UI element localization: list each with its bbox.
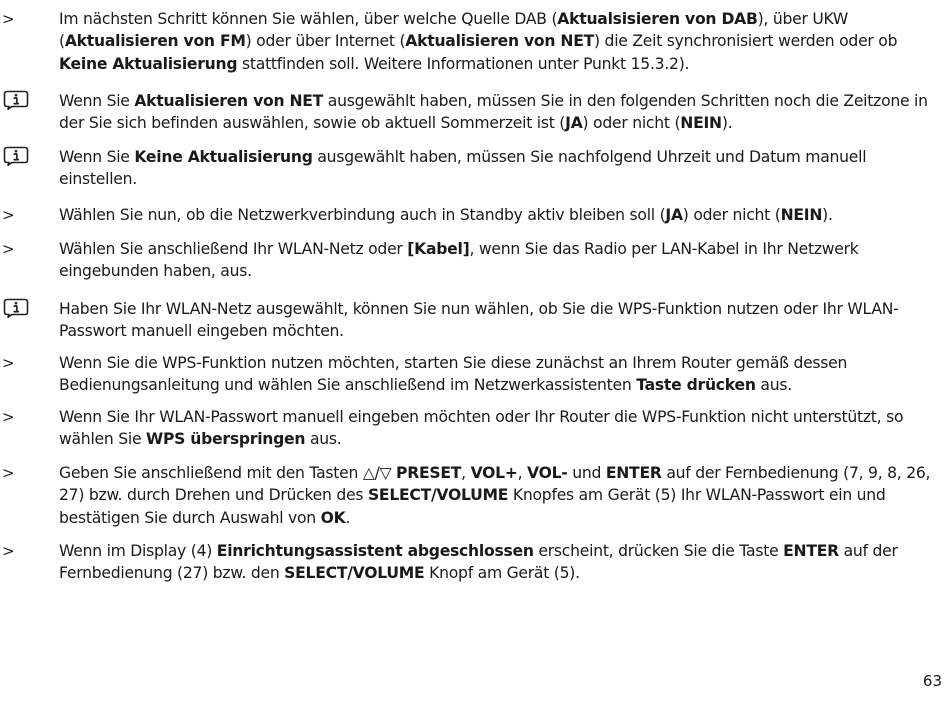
paragraph-text (59, 146, 944, 191)
text-run: Wählen Sie anschließend Ihr WLAN-Netz oder (59, 240, 408, 258)
text-run: Knopfes am Gerät (5) Ihr WLAN-Passwort ein und bestätigen Sie durch Auswahl von (59, 486, 886, 527)
text-run: , (517, 464, 528, 482)
bold-term: WPS überspringen (146, 430, 306, 449)
text-run: Wählen Sie nun, ob die Netzwerkverbindung auch in Standby aktiv bleiben soll ( (59, 206, 666, 224)
paragraph-text (59, 298, 944, 343)
info-icon (3, 298, 29, 318)
text-run: Wenn Sie Ihr WLAN-Passwort manuell eingeben möchten oder Ihr Router die WPS-Funktion nicht unterstützt, so wählen Sie (59, 408, 904, 449)
bold-term: JA (565, 114, 583, 133)
step-bullet: > (2, 206, 15, 224)
paragraph-text (59, 406, 944, 451)
paragraph-text (59, 8, 944, 75)
text-run: ausgewählt haben, müssen Sie in den folgenden Schritten noch die Zeitzone in der Sie sich befinden auswählen, sowie ob aktuell Sommerzeit ist ( (59, 92, 928, 133)
bold-term: PRESET (396, 464, 462, 482)
bold-term: Aktualisieren von FM (64, 32, 246, 51)
bold-term: Taste drücken (636, 376, 756, 395)
step-bullet: > (2, 408, 15, 426)
info-icon (3, 90, 29, 110)
text-run: ) oder über Internet ( (245, 32, 406, 51)
step-bullet: > (2, 354, 15, 372)
text-run: ausgewählt haben, müssen Sie nachfolgend Uhrzeit und Datum manuell einstellen. (59, 148, 867, 189)
text-run: ) oder nicht ( (582, 114, 681, 133)
text-run: Haben Sie Ihr WLAN-Netz ausgewählt, können Sie nun wählen, ob Sie die WPS-Funktion nutzen oder Ihr WLAN-Passwort manuell eingeben möchten. (59, 300, 899, 341)
bold-term: Aktualsisieren von DAB (557, 10, 758, 28)
bold-term: ENTER (783, 542, 839, 560)
bold-term: OK (320, 508, 346, 527)
step-bullet: > (2, 10, 15, 28)
paragraph-text (59, 90, 944, 135)
text-run: Wenn Sie (59, 148, 135, 166)
bold-term: JA (665, 206, 683, 224)
bold-term: Aktualisieren von NET (134, 92, 324, 110)
info-icon (3, 146, 29, 166)
text-run: auf der Fernbedienung (7, 9, 8, 26, 27) bzw. durch Drehen und Drücken des (59, 464, 931, 505)
text-run: Wenn im Display (4) (59, 542, 217, 560)
bold-term: ENTER (605, 464, 662, 482)
text-run: aus. (305, 430, 342, 449)
text-run: stattfinden soll. Weitere Informationen unter Punkt 15.3.2). (237, 54, 690, 73)
text-run: auf der Fernbedienung (27) bzw. den (59, 542, 898, 583)
bold-term: NEIN (780, 206, 823, 224)
paragraph-text (59, 204, 944, 226)
text-run: , wenn Sie das Radio per LAN-Kabel in Ihr Netzwerk eingebunden haben, aus. (59, 240, 859, 281)
text-run: . (345, 508, 351, 527)
text-run: ) oder nicht ( (682, 206, 781, 224)
text-run: erscheint, drücken Sie die Taste (533, 542, 784, 560)
bold-term: VOL- (527, 464, 568, 482)
text-run: Im nächsten Schritt können Sie wählen, über welche Quelle DAB ( (59, 10, 558, 28)
text-run: , (461, 464, 471, 482)
text-run: Wenn Sie (59, 92, 135, 110)
bold-term: SELECT/VOLUME (284, 564, 425, 583)
text-run: Knopf am Gerät (5). (424, 564, 580, 583)
bold-term: Keine Aktualisierung (59, 54, 238, 73)
text-run: ). (822, 206, 833, 224)
bold-term: Aktualisieren von NET (405, 32, 595, 51)
bold-term: SELECT/VOLUME (367, 486, 509, 505)
bold-term: VOL+ (470, 464, 518, 482)
text-run: Wenn Sie die WPS-Funktion nutzen möchten, starten Sie diese zunächst an Ihrem Router gemäß dessen Bedienungsanleitung und wählen Sie anschließend im Netzwerkassistenten (59, 354, 848, 395)
paragraph-text (59, 238, 944, 283)
bold-term: [Kabel] (407, 240, 470, 258)
bold-term: NEIN (680, 114, 722, 133)
paragraph-text (59, 462, 944, 529)
text-run: aus. (755, 376, 792, 395)
step-bullet: > (2, 542, 15, 560)
page-number: 63 (922, 672, 942, 690)
step-bullet: > (2, 464, 15, 482)
bold-term: Einrichtungsassistent abgeschlossen (216, 542, 534, 560)
bold-term: Keine Aktualisierung (134, 148, 313, 166)
text-run: ) die Zeit synchronisiert werden oder ob (594, 32, 898, 51)
text-run: und (567, 464, 606, 482)
text-run: ). (721, 114, 733, 133)
paragraph-text (59, 352, 944, 397)
text-run: ), über UKW ( (59, 10, 849, 51)
step-bullet: > (2, 240, 15, 258)
paragraph-text (59, 540, 944, 585)
text-run: Geben Sie anschließend mit den Tasten △/▽ (59, 464, 397, 482)
